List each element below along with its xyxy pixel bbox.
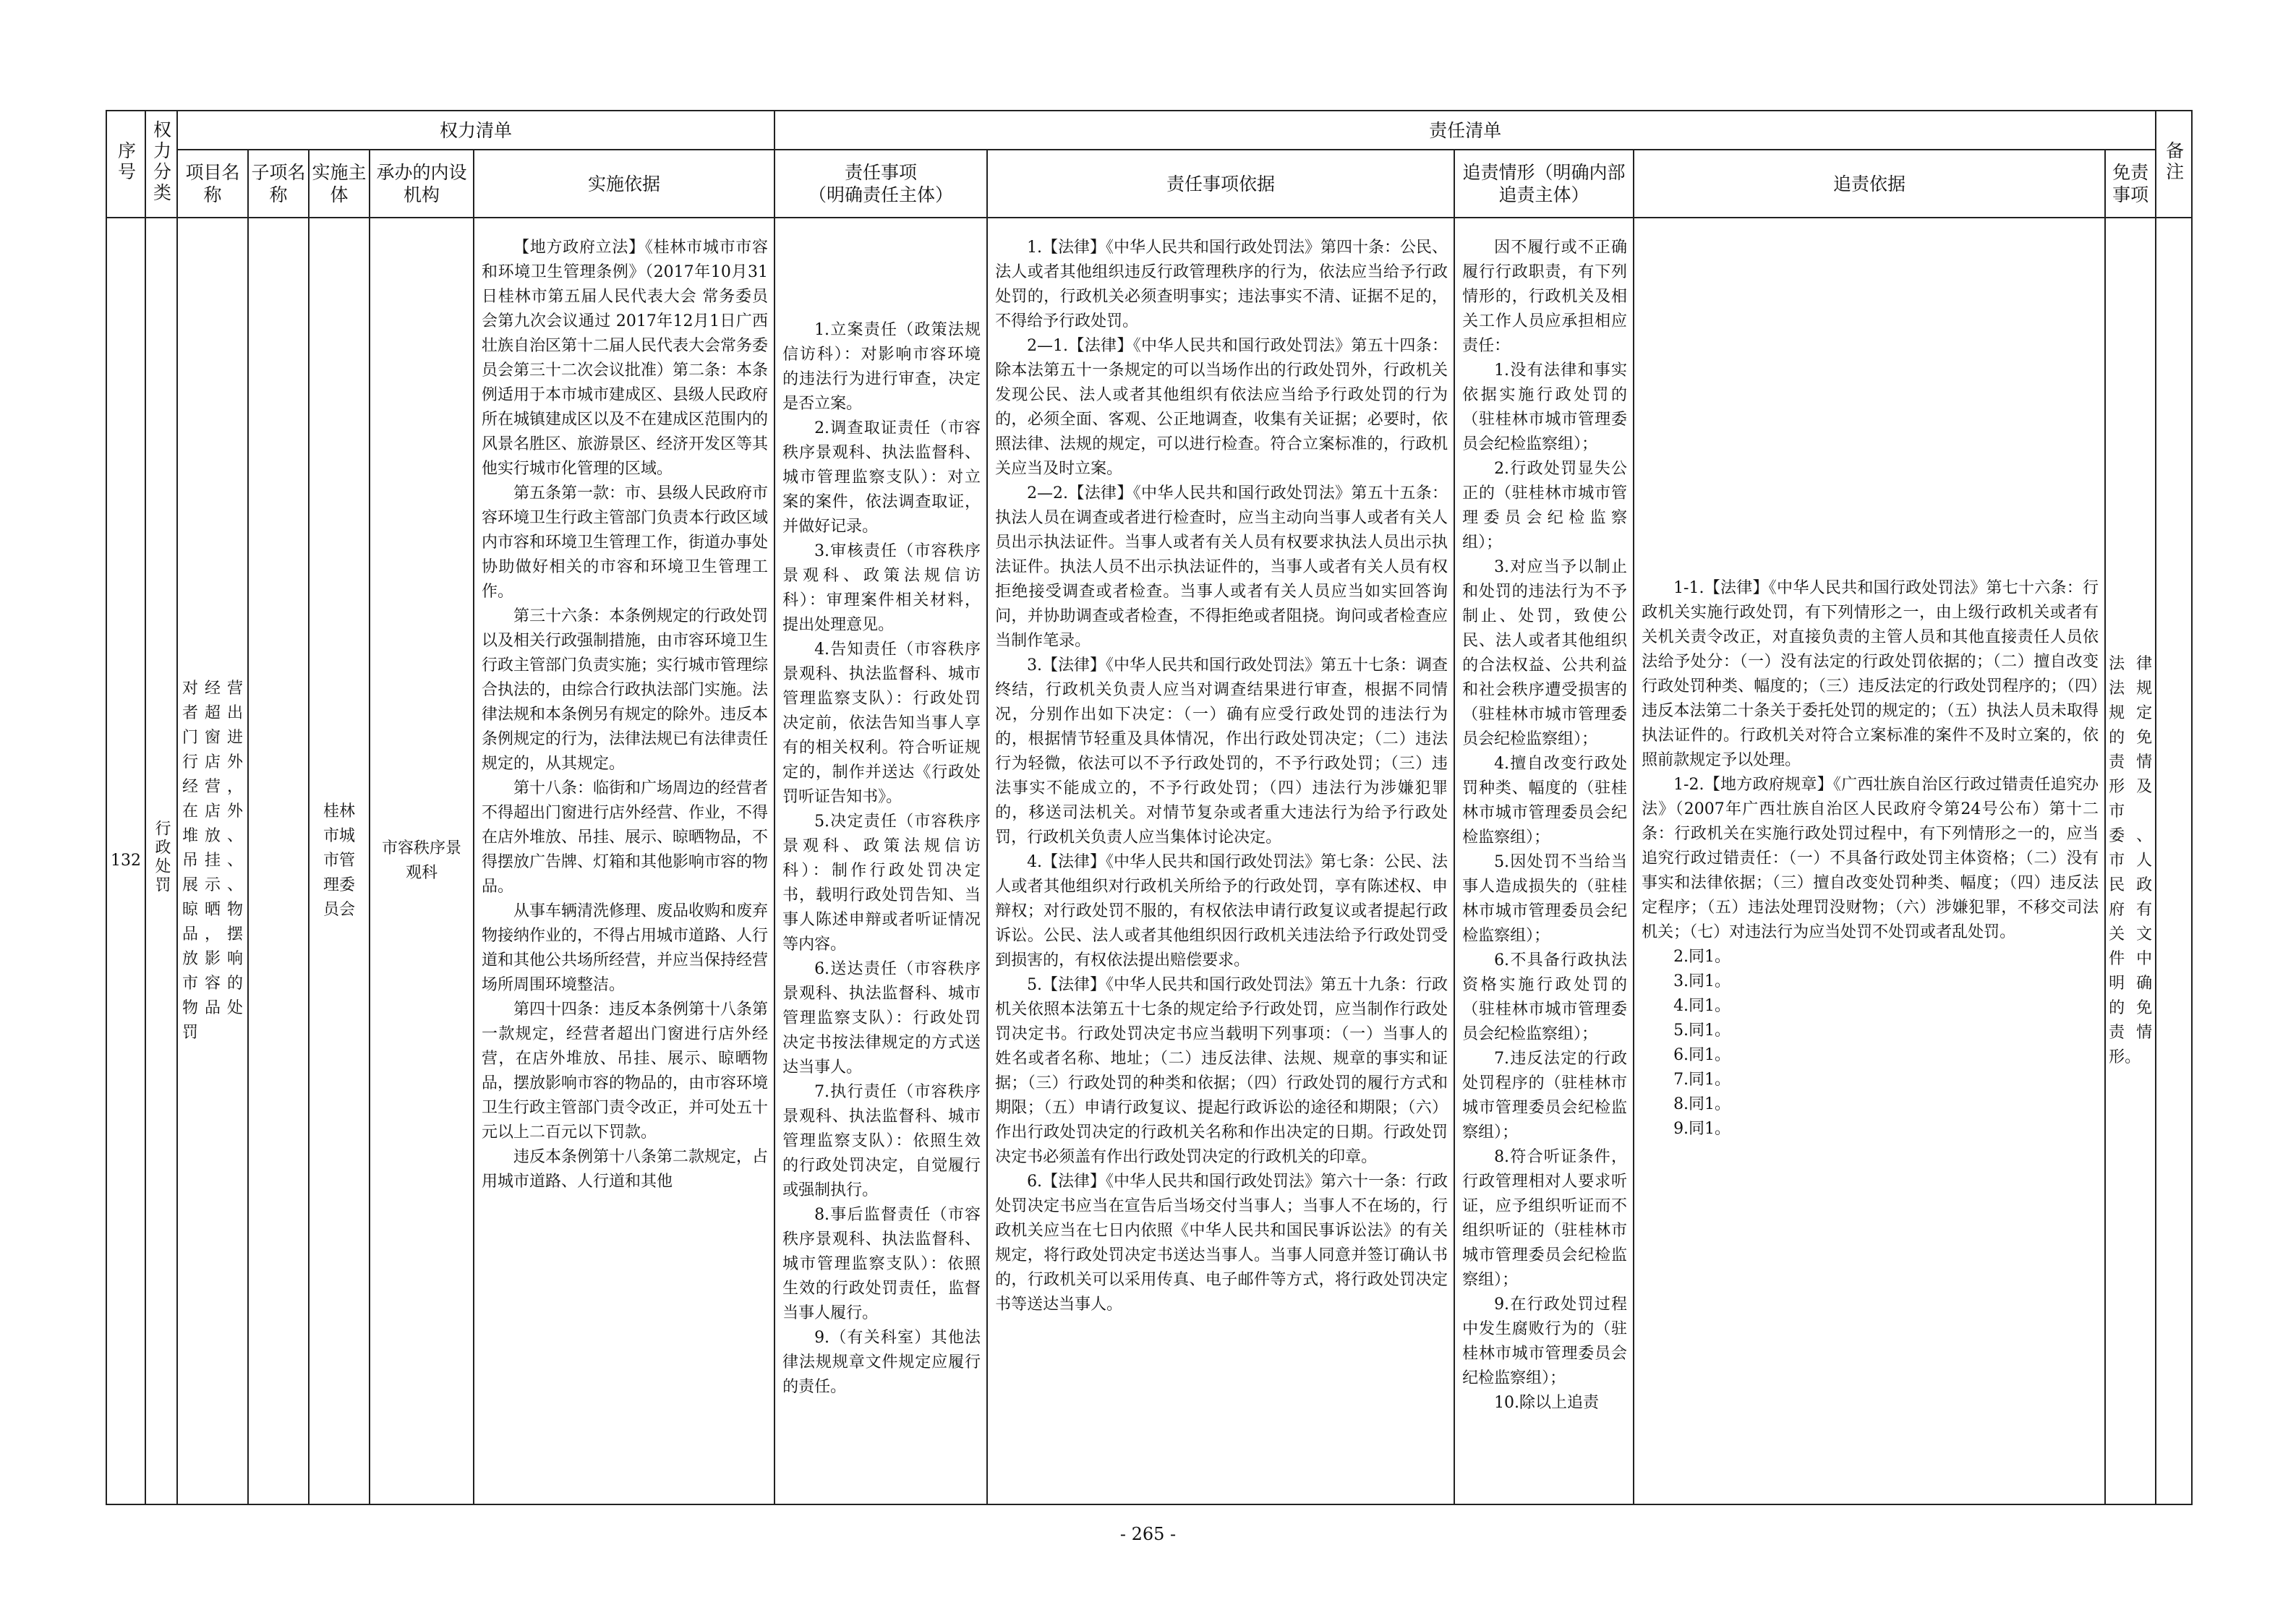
accountability-paragraph: 8.符合听证条件，行政管理相对人要求听证，应予组织听证而不组织听证的（驻桂林市城市管理委员会纪检监察组）； [1462, 1148, 1628, 1289]
header-responsibility-list: 责任清单 [774, 111, 2156, 150]
header-department: 承办的内设机构 [370, 150, 474, 218]
duty-basis-paragraph: 2—1.【法律】《中华人民共和国行政处罚法》第五十四条：除本法第五十一条规定的可以当场作出的行政处罚外，行政机关发现公民、法人或者其他组织有依法应当给予行政处罚的行为的，必须全面、客观、公正地调查，收集有关证据；必要时，依照法律、法规的规定，可以进行检查。符合立案标准的，行政机关应当及时立案。 [995, 337, 1448, 478]
duty-paragraph: 8.事后监督责任（市容秩序景观科、执法监督科、城市管理监察支队）：依照生效的行政处罚责任，监督当事人履行。 [782, 1206, 981, 1322]
acc-basis-paragraph: 2.同1。 [1673, 948, 1731, 966]
accountability-paragraph: 2.行政处罚显失公正的（驻桂林市城市管理委员会纪检监察组）； [1462, 460, 1628, 552]
acc-basis-paragraphs [1634, 576, 2104, 1146]
basis-paragraph: 【地方政府立法】《桂林市城市市容和环境卫生管理条例》（2017年10月31日桂林市第五届人民代表大会 常务委员会第九次会议通过 2017年12月1日广西壮族自治区第十二届人民代表大会常务委员会第三十二次会议批准）第二条：本条例适用于本市城市建成区、县级人民政府所在城镇建成区以及不在建成区范围内的风景名胜区、旅游景区、经济开发区等其他实行城市化管理的区域。 [482, 239, 769, 478]
duty-basis-paragraph: 2—2.【法律】《中华人民共和国行政处罚法》第五十五条：执法人员在调查或者进行检查时，应当主动向当事人或者有关人员出示执法证件。当事人或者有关人员有权要求执法人员出示执法证件。执法人员不出示执法证件的，当事人或者有关人员有权拒绝接受调查或者检查。当事人或者有关人员应当如实回答询问，并协助调查或者检查，不得拒绝或者阻挠。询问或者检查应当制作笔录。 [995, 484, 1448, 650]
accountability-paragraph: 5.因处罚不当给当事人造成损失的（驻桂林市城市管理委员会纪检监察组）； [1462, 853, 1628, 945]
row-category: 行政处罚 [145, 218, 177, 1504]
duty-paragraph: 9.（有关科室）其他法律法规规章文件规定应履行的责任。 [782, 1329, 981, 1396]
header-exemption: 免责事项 [2105, 150, 2156, 218]
header-remarks: 备注 [2156, 111, 2192, 218]
basis-paragraph: 第四十四条：违反本条例第十八条第一款规定，经营者超出门窗进行店外经营，在店外堆放、吊挂、展示、晾晒物品，摆放影响市容的物品的，由市容环境卫生行政主管部门责令改正，并可处五十元以上二百元以下罚款。 [482, 1001, 769, 1142]
acc-basis-paragraph: 5.同1。 [1673, 1022, 1731, 1040]
header-duty: 责任事项 （明确责任主体） [774, 150, 987, 218]
accountability-intro: 因不履行或不正确履行行政职责，有下列情形的，行政机关及相关工作人员应承担相应责任： [1462, 239, 1628, 355]
header-duty-basis: 责任事项依据 [987, 150, 1454, 218]
duty-paragraph: 3.审核责任（市容秩序景观科、政策法规信访科）：审理案件相关材料，提出处理意见。 [782, 542, 981, 634]
basis-paragraph: 第十八条：临街和广场周边的经营者不得超出门窗进行店外经营、作业，不得在店外堆放、吊挂、展示、晾晒物品，不得摆放广告牌、灯箱和其他影响市容的物品。 [482, 779, 769, 896]
duty-paragraph: 6.送达责任（市容秩序景观科、执法监督科、城市管理监察支队）：行政处罚决定书按法律规定的方式送达当事人。 [782, 960, 981, 1076]
row-acc-basis [1634, 218, 2105, 1504]
header-sub-item: 子项名称 [248, 150, 309, 218]
duty-basis-paragraph: 3.【法律】《中华人民共和国行政处罚法》第五十七条：调查终结，行政机关负责人应当对调查结果进行审查，根据不同情况，分别作出如下决定：（一）确有应受行政处罚的违法行为的，根据情节轻重及具体情况，作出行政处罚决定；（二）违法行为轻微，依法可以不予行政处罚的，不予行政处罚；（三）违法事实不能成立的，不予行政处罚；（四）违法行为涉嫌犯罪的，移送司法机关。对情节复杂或者重大违法行为给予行政处罚，行政机关负责人应当集体讨论决定。 [995, 656, 1448, 847]
responsibility-table [106, 110, 2191, 1505]
accountability-paragraph: 7.违反法定的行政处罚程序的（驻桂林市城市管理委员会纪检监察组）； [1462, 1050, 1628, 1142]
basis-paragraph: 从事车辆清洗修理、废品收购和废弃物接纳作业的，不得占用城市道路、人行道和其他公共场所经营，并应当保持经营场所周围环境整洁。 [482, 902, 769, 994]
acc-basis-paragraph: 1-1.【法律】《中华人民共和国行政处罚法》第七十六条：行政机关实施行政处罚，有下列情形之一，由上级行政机关或者有关机关责令改正，对直接负责的主管人员和其他直接责任人员依法给予处分：（一）没有法定的行政处罚依据的；（二）擅自改变行政处罚种类、幅度的；（三）违反法定的行政处罚程序的；（四）违反本法第二十条关于委托处罚的规定的；（五）执法人员未取得执法证件的。行政机关对符合立案标准的案件不及时立案的，依照前款规定予以处理。 [1642, 579, 2099, 769]
row-exemption: 法律法规规定的免责情形及市委、市人民政府有关文件中明确的免责情形。 [2105, 218, 2156, 1504]
header-accountability: 追责情形（明确内部追责主体） [1454, 150, 1634, 218]
header-basis: 实施依据 [474, 150, 774, 218]
basis-paragraphs [474, 218, 774, 1199]
acc-basis-paragraph: 4.同1。 [1673, 997, 1731, 1015]
duty-paragraph: 1.立案责任（政策法规信访科）：对影响市容环境的违法行为进行审查，决定是否立案。 [782, 321, 981, 413]
header-item-name: 项目名称 [177, 150, 248, 218]
duty-paragraph: 2.调查取证责任（市容秩序景观科、执法监督科、城市管理监察支队）：对立案的案件，依法调查取证，并做好记录。 [782, 419, 981, 536]
acc-basis-paragraph: 1-2.【地方政府规章】《广西壮族自治区行政过错责任追究办法》（2007年广西壮族自治区人民政府令第24号公布）第十二条：行政机关在实施行政处罚过程中，有下列情形之一的，应当追究行政过错责任：（一）不具备行政处罚主体资格；（二）没有事实和法律依据；（三）擅自改变处罚种类、幅度；（四）违反法定程序；（五）违法处理罚没财物；（六）涉嫌犯罪，不移交司法机关；（七）对违法行为应当处罚不处罚或者乱处罚。 [1642, 776, 2099, 941]
duty-paragraphs [775, 318, 986, 1404]
row-sub-item [248, 218, 309, 1504]
row-remarks [2156, 218, 2192, 1504]
header-acc-basis: 追责依据 [1634, 150, 2105, 218]
duty-basis-paragraph: 1.【法律】《中华人民共和国行政处罚法》第四十条：公民、法人或者其他组织违反行政管理秩序的行为，依法应当给予行政处罚的，行政机关必须查明事实；违法事实不清、证据不足的，不得给予行政处罚。 [995, 239, 1448, 330]
acc-basis-paragraph: 6.同1。 [1673, 1046, 1731, 1064]
duty-basis-paragraphs [988, 218, 1454, 1322]
accountability-paragraph: 1.没有法律和事实依据实施行政处罚的（驻桂林市城市管理委员会纪检监察组）； [1462, 361, 1628, 453]
row-item-name: 对经营者超出门窗进行店外经营，在店外堆放、吊挂、展示、晾晒物品，摆放影响市容的物品处罚 [177, 218, 248, 1504]
accountability-paragraph: 9.在行政处罚过程中发生腐败行为的（驻桂林市城市管理委员会纪检监察组）； [1462, 1296, 1628, 1387]
basis-paragraph: 第三十六条：本条例规定的行政处罚以及相关行政强制措施，由市容环境卫生行政主管部门负责实施；实行城市管理综合执法的，由综合行政执法部门实施。法律法规和本条例另有规定的除外。违反本条例规定的行为，法律法规已有法律责任规定的，从其规定。 [482, 607, 769, 773]
basis-paragraph: 违反本条例第十八条第二款规定，占用城市道路、人行道和其他 [482, 1148, 769, 1191]
row-department: 市容秩序景观科 [370, 218, 474, 1504]
acc-basis-paragraph: 7.同1。 [1673, 1071, 1731, 1089]
basis-paragraph: 第五条第一款：市、县级人民政府市容环境卫生行政主管部门负责本行政区域内市容和环境卫生管理工作，街道办事处协助做好相关的市容和环境卫生管理工作。 [482, 484, 769, 601]
acc-basis-paragraph: 9.同1。 [1673, 1120, 1731, 1138]
power-table [106, 110, 2193, 1505]
header-subject: 实施主体 [309, 150, 370, 218]
row-duty [774, 218, 987, 1504]
row-subject: 桂林市城市管理委员会 [309, 218, 370, 1504]
accountability-paragraph: 6.不具备行政执法资格实施行政处罚的（驻桂林市城市管理委员会纪检监察组）； [1462, 951, 1628, 1043]
table-row [106, 218, 2192, 1504]
duty-paragraph: 4.告知责任（市容秩序景观科、执法监督科、城市管理监察支队）：行政处罚决定前，依法告知当事人享有的相关权利。符合听证规定的，制作并送达《行政处罚听证告知书》。 [782, 641, 981, 806]
accountability-paragraph: 10.除以上追责 [1494, 1394, 1600, 1412]
duty-basis-paragraph: 6.【法律】《中华人民共和国行政处罚法》第六十一条：行政处罚决定书应当在宣告后当场交付当事人；当事人不在场的，行政机关应当在七日内依照《中华人民共和国民事诉讼法》的有关规定，将行政处罚决定书送达当事人。当事人同意并签订确认书的，行政机关可以采用传真、电子邮件等方式，将行政处罚决定书等送达当事人。 [995, 1173, 1448, 1314]
row-basis [474, 218, 774, 1504]
accountability-paragraph: 4.擅自改变行政处罚种类、幅度的（驻桂林市城市管理委员会纪检监察组）； [1462, 755, 1628, 847]
row-duty-basis [987, 218, 1454, 1504]
acc-basis-paragraph: 3.同1。 [1673, 972, 1731, 990]
page-number: - 265 - [1119, 1524, 1177, 1544]
duty-basis-paragraph: 4.【法律】《中华人民共和国行政处罚法》第七条：公民、法人或者其他组织对行政机关所给予的行政处罚，享有陈述权、申辩权；对行政处罚不服的，有权依法申请行政复议或者提起行政诉讼。公民、法人或者其他组织因行政机关违法给予行政处罚受到损害的，有权依法提出赔偿要求。 [995, 853, 1448, 969]
accountability-paragraphs [1455, 218, 1633, 1420]
header-category: 权力分类 [145, 111, 177, 218]
row-seq: 132 [106, 218, 145, 1504]
header-seq: 序号 [106, 111, 145, 218]
duty-basis-paragraph: 5.【法律】《中华人民共和国行政处罚法》第五十九条：行政机关依照本法第五十七条的规定给予行政处罚，应当制作行政处罚决定书。行政处罚决定书应当载明下列事项：（一）当事人的姓名或者名称、地址；（二）违反法律、法规、规章的事实和证据；（三）行政处罚的种类和依据；（四）行政处罚的履行方式和期限；（五）申请行政复议、提起行政诉讼的途径和期限；（六）作出行政处罚决定的行政机关名称和作出决定的日期。行政处罚决定书必须盖有作出行政处罚决定的行政机关的印章。 [995, 976, 1448, 1166]
row-accountability [1454, 218, 1634, 1504]
header-power-list: 权力清单 [177, 111, 774, 150]
duty-paragraph: 5.决定责任（市容秩序景观科、政策法规信访科）：制作行政处罚决定书，载明行政处罚告知、当事人陈述申辩或者听证情况等内容。 [782, 813, 981, 954]
duty-paragraph: 7.执行责任（市容秩序景观科、执法监督科、城市管理监察支队）：依照生效的行政处罚决定，自觉履行或强制执行。 [782, 1083, 981, 1199]
accountability-paragraph: 3.对应当予以制止和处罚的违法行为不予制止、处罚，致使公民、法人或者其他组织的合法权益、公共利益和社会秩序遭受损害的（驻桂林市城市管理委员会纪检监察组）； [1462, 558, 1628, 748]
acc-basis-paragraph: 8.同1。 [1673, 1095, 1731, 1113]
